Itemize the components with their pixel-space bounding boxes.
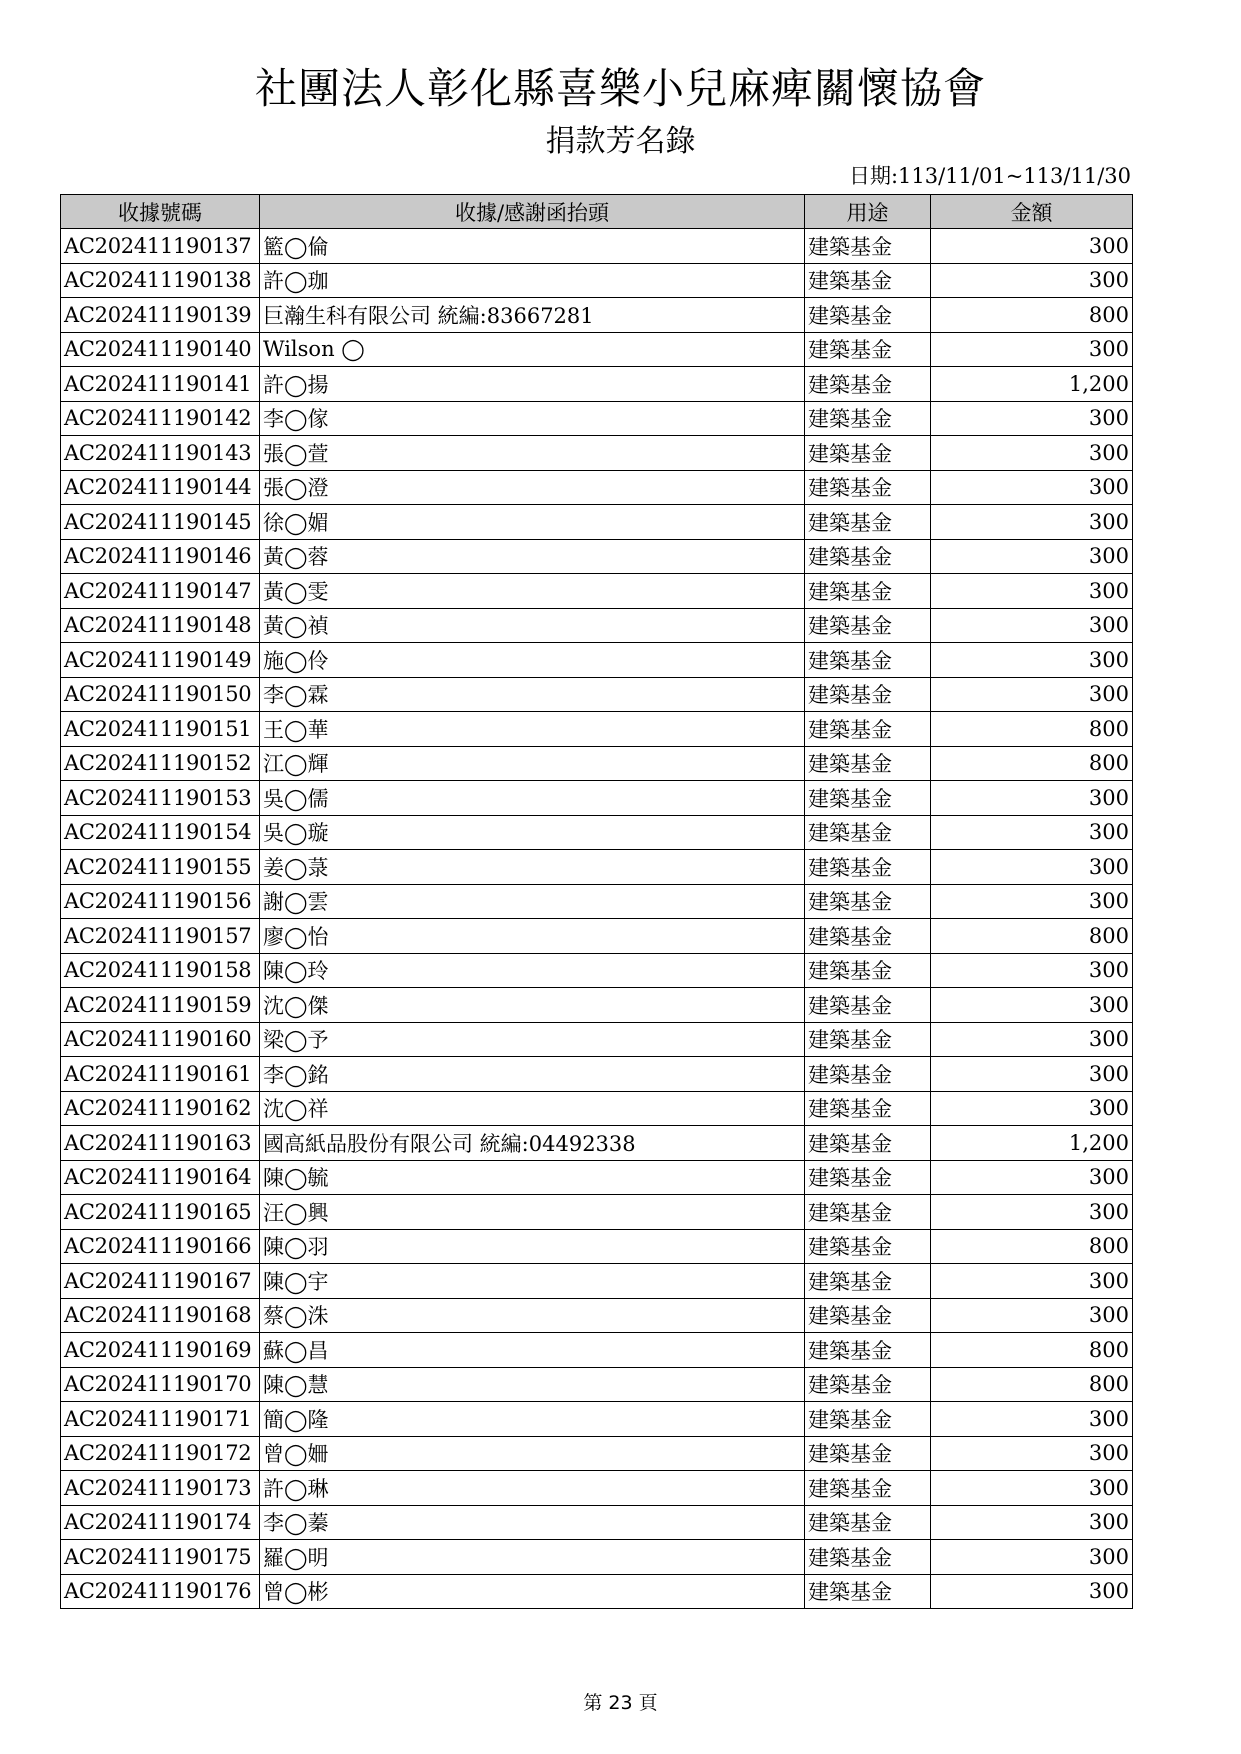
donor-name-cell: 蔡◯洙 <box>260 1298 805 1333</box>
table-row <box>61 263 1133 298</box>
purpose-cell: 建築基金 <box>805 1505 931 1540</box>
donor-name-cell: 徐◯媚 <box>260 505 805 540</box>
amount-cell: 300 <box>931 1574 1133 1609</box>
purpose-cell: 建築基金 <box>805 919 931 954</box>
table-row <box>61 712 1133 747</box>
receipt-number-cell: AC202411190159 <box>61 988 260 1023</box>
table-row <box>61 1471 1133 1506</box>
donor-name-cell: 許◯珈 <box>260 263 805 298</box>
amount-cell: 800 <box>931 919 1133 954</box>
amount-cell: 300 <box>931 470 1133 505</box>
amount-cell: 800 <box>931 746 1133 781</box>
purpose-cell: 建築基金 <box>805 332 931 367</box>
donor-table-body <box>61 229 1133 1609</box>
table-row <box>61 1195 1133 1230</box>
amount-cell: 300 <box>931 884 1133 919</box>
table-row <box>61 850 1133 885</box>
receipt-number-cell: AC202411190152 <box>61 746 260 781</box>
donor-name-cell: 李◯霖 <box>260 677 805 712</box>
receipt-number-cell: AC202411190153 <box>61 781 260 816</box>
receipt-number-cell: AC202411190157 <box>61 919 260 954</box>
donor-name-cell: 黃◯雯 <box>260 574 805 609</box>
purpose-cell: 建築基金 <box>805 298 931 333</box>
receipt-number-cell: AC202411190150 <box>61 677 260 712</box>
donor-name-cell: 許◯揚 <box>260 367 805 402</box>
receipt-number-cell: AC202411190170 <box>61 1367 260 1402</box>
amount-cell: 300 <box>931 643 1133 678</box>
donor-name-cell: 巨瀚生科有限公司 統編:83667281 <box>260 298 805 333</box>
purpose-cell: 建築基金 <box>805 712 931 747</box>
purpose-cell: 建築基金 <box>805 1057 931 1092</box>
amount-cell: 300 <box>931 505 1133 540</box>
table-row <box>61 1402 1133 1437</box>
table-row <box>61 1333 1133 1368</box>
amount-cell: 300 <box>931 1160 1133 1195</box>
amount-cell: 300 <box>931 1091 1133 1126</box>
receipt-number-cell: AC202411190143 <box>61 436 260 471</box>
amount-cell: 300 <box>931 1264 1133 1299</box>
purpose-cell: 建築基金 <box>805 884 931 919</box>
table-row <box>61 1298 1133 1333</box>
receipt-number-cell: AC202411190154 <box>61 815 260 850</box>
table-row <box>61 574 1133 609</box>
table-row <box>61 1126 1133 1161</box>
receipt-number-cell: AC202411190163 <box>61 1126 260 1161</box>
table-row <box>61 1505 1133 1540</box>
amount-cell: 300 <box>931 1436 1133 1471</box>
purpose-cell: 建築基金 <box>805 815 931 850</box>
page-number: 第 23 頁 <box>583 1692 658 1714</box>
receipt-number-cell: AC202411190174 <box>61 1505 260 1540</box>
purpose-cell: 建築基金 <box>805 505 931 540</box>
donor-name-cell: 吳◯儒 <box>260 781 805 816</box>
purpose-cell: 建築基金 <box>805 1264 931 1299</box>
receipt-number-cell: AC202411190162 <box>61 1091 260 1126</box>
table-row <box>61 608 1133 643</box>
amount-cell: 300 <box>931 953 1133 988</box>
amount-cell: 300 <box>931 1402 1133 1437</box>
document-title: 社團法人彰化縣喜樂小兒麻痺關懷協會 <box>254 64 986 113</box>
donor-name-cell: 張◯澄 <box>260 470 805 505</box>
amount-cell: 300 <box>931 850 1133 885</box>
purpose-cell: 建築基金 <box>805 367 931 402</box>
donor-name-cell: 國高紙品股份有限公司 統編:04492338 <box>260 1126 805 1161</box>
purpose-cell: 建築基金 <box>805 470 931 505</box>
purpose-cell: 建築基金 <box>805 1333 931 1368</box>
amount-cell: 800 <box>931 298 1133 333</box>
donor-name-cell: 陳◯玲 <box>260 953 805 988</box>
purpose-cell: 建築基金 <box>805 1298 931 1333</box>
table-row <box>61 539 1133 574</box>
amount-cell: 300 <box>931 1298 1133 1333</box>
donor-name-cell: 陳◯慧 <box>260 1367 805 1402</box>
receipt-number-cell: AC202411190164 <box>61 1160 260 1195</box>
purpose-cell: 建築基金 <box>805 1471 931 1506</box>
purpose-cell: 建築基金 <box>805 436 931 471</box>
table-row <box>61 815 1133 850</box>
receipt-number-cell: AC202411190144 <box>61 470 260 505</box>
table-row <box>61 677 1133 712</box>
receipt-number-cell: AC202411190137 <box>61 229 260 264</box>
amount-cell: 800 <box>931 1229 1133 1264</box>
donor-name-cell: 曾◯彬 <box>260 1574 805 1609</box>
table-row <box>61 919 1133 954</box>
donor-name-cell: 李◯傢 <box>260 401 805 436</box>
donor-name-cell: 沈◯祥 <box>260 1091 805 1126</box>
amount-cell: 300 <box>931 1057 1133 1092</box>
amount-cell: 300 <box>931 1540 1133 1575</box>
receipt-number-cell: AC202411190140 <box>61 332 260 367</box>
purpose-cell: 建築基金 <box>805 401 931 436</box>
purpose-cell: 建築基金 <box>805 1367 931 1402</box>
table-row <box>61 1057 1133 1092</box>
purpose-cell: 建築基金 <box>805 746 931 781</box>
donor-name-cell: 黃◯禎 <box>260 608 805 643</box>
table-row <box>61 1091 1133 1126</box>
purpose-cell: 建築基金 <box>805 1091 931 1126</box>
donor-name-cell: 廖◯怡 <box>260 919 805 954</box>
purpose-cell: 建築基金 <box>805 850 931 885</box>
receipt-number-cell: AC202411190165 <box>61 1195 260 1230</box>
receipt-number-cell: AC202411190155 <box>61 850 260 885</box>
donor-name-cell: 王◯華 <box>260 712 805 747</box>
receipt-number-cell: AC202411190176 <box>61 1574 260 1609</box>
donor-name-cell: 許◯琳 <box>260 1471 805 1506</box>
purpose-cell: 建築基金 <box>805 1402 931 1437</box>
amount-cell: 300 <box>931 436 1133 471</box>
amount-cell: 300 <box>931 401 1133 436</box>
purpose-cell: 建築基金 <box>805 263 931 298</box>
donor-name-cell: 吳◯璇 <box>260 815 805 850</box>
receipt-number-cell: AC202411190161 <box>61 1057 260 1092</box>
amount-cell: 300 <box>931 574 1133 609</box>
donor-name-cell: 沈◯傑 <box>260 988 805 1023</box>
receipt-number-cell: AC202411190147 <box>61 574 260 609</box>
receipt-number-cell: AC202411190160 <box>61 1022 260 1057</box>
amount-cell: 300 <box>931 1505 1133 1540</box>
donor-name-cell: 汪◯興 <box>260 1195 805 1230</box>
table-header-row <box>61 195 1133 229</box>
receipt-number-cell: AC202411190138 <box>61 263 260 298</box>
table-row <box>61 746 1133 781</box>
donor-name-cell: 江◯輝 <box>260 746 805 781</box>
purpose-cell: 建築基金 <box>805 1436 931 1471</box>
receipt-number-cell: AC202411190168 <box>61 1298 260 1333</box>
table-row <box>61 470 1133 505</box>
amount-cell: 300 <box>931 781 1133 816</box>
receipt-number-cell: AC202411190166 <box>61 1229 260 1264</box>
column-header-purpose: 用途 <box>805 195 931 229</box>
table-row <box>61 1229 1133 1264</box>
purpose-cell: 建築基金 <box>805 677 931 712</box>
purpose-cell: 建築基金 <box>805 1160 931 1195</box>
purpose-cell: 建築基金 <box>805 229 931 264</box>
donor-name-cell: 蘇◯昌 <box>260 1333 805 1368</box>
receipt-number-cell: AC202411190175 <box>61 1540 260 1575</box>
amount-cell: 800 <box>931 1333 1133 1368</box>
receipt-number-cell: AC202411190167 <box>61 1264 260 1299</box>
purpose-cell: 建築基金 <box>805 1574 931 1609</box>
amount-cell: 300 <box>931 677 1133 712</box>
donor-name-cell: 羅◯明 <box>260 1540 805 1575</box>
receipt-number-cell: AC202411190139 <box>61 298 260 333</box>
purpose-cell: 建築基金 <box>805 1195 931 1230</box>
purpose-cell: 建築基金 <box>805 608 931 643</box>
purpose-cell: 建築基金 <box>805 781 931 816</box>
receipt-number-cell: AC202411190173 <box>61 1471 260 1506</box>
amount-cell: 300 <box>931 263 1133 298</box>
table-row <box>61 1160 1133 1195</box>
donor-name-cell: 曾◯姍 <box>260 1436 805 1471</box>
purpose-cell: 建築基金 <box>805 1126 931 1161</box>
receipt-number-cell: AC202411190172 <box>61 1436 260 1471</box>
receipt-number-cell: AC202411190169 <box>61 1333 260 1368</box>
donor-name-cell: 施◯伶 <box>260 643 805 678</box>
amount-cell: 1,200 <box>931 1126 1133 1161</box>
amount-cell: 800 <box>931 1367 1133 1402</box>
table-row <box>61 436 1133 471</box>
amount-cell: 1,200 <box>931 367 1133 402</box>
purpose-cell: 建築基金 <box>805 1229 931 1264</box>
table-row <box>61 401 1133 436</box>
table-row <box>61 953 1133 988</box>
amount-cell: 300 <box>931 608 1133 643</box>
purpose-cell: 建築基金 <box>805 1022 931 1057</box>
amount-cell: 800 <box>931 712 1133 747</box>
table-row <box>61 505 1133 540</box>
amount-cell: 300 <box>931 1471 1133 1506</box>
receipt-number-cell: AC202411190141 <box>61 367 260 402</box>
table-row <box>61 1022 1133 1057</box>
purpose-cell: 建築基金 <box>805 1540 931 1575</box>
table-row <box>61 781 1133 816</box>
table-row <box>61 1367 1133 1402</box>
receipt-number-cell: AC202411190158 <box>61 953 260 988</box>
donor-table <box>60 194 1133 1609</box>
column-header-amount: 金額 <box>931 195 1133 229</box>
amount-cell: 300 <box>931 1195 1133 1230</box>
donor-name-cell: 謝◯雲 <box>260 884 805 919</box>
table-row <box>61 332 1133 367</box>
amount-cell: 300 <box>931 229 1133 264</box>
donor-name-cell: 張◯萱 <box>260 436 805 471</box>
table-row <box>61 229 1133 264</box>
date-range: 日期:113/11/01~113/11/30 <box>848 164 1131 188</box>
purpose-cell: 建築基金 <box>805 953 931 988</box>
table-row <box>61 1436 1133 1471</box>
table-row <box>61 1264 1133 1299</box>
donor-name-cell: 簡◯隆 <box>260 1402 805 1437</box>
amount-cell: 300 <box>931 539 1133 574</box>
table-row <box>61 367 1133 402</box>
purpose-cell: 建築基金 <box>805 988 931 1023</box>
donor-name-cell: 陳◯毓 <box>260 1160 805 1195</box>
donor-name-cell: 陳◯羽 <box>260 1229 805 1264</box>
donor-name-cell: 李◯蓁 <box>260 1505 805 1540</box>
table-row <box>61 298 1133 333</box>
purpose-cell: 建築基金 <box>805 574 931 609</box>
purpose-cell: 建築基金 <box>805 539 931 574</box>
receipt-number-cell: AC202411190146 <box>61 539 260 574</box>
donor-name-cell: 梁◯予 <box>260 1022 805 1057</box>
donor-name-cell: 姜◯菉 <box>260 850 805 885</box>
donor-name-cell: 李◯銘 <box>260 1057 805 1092</box>
table-row <box>61 643 1133 678</box>
receipt-number-cell: AC202411190148 <box>61 608 260 643</box>
amount-cell: 300 <box>931 988 1133 1023</box>
table-row <box>61 1574 1133 1609</box>
donor-name-cell: 籃◯倫 <box>260 229 805 264</box>
donor-name-cell: 黃◯蓉 <box>260 539 805 574</box>
receipt-number-cell: AC202411190151 <box>61 712 260 747</box>
receipt-number-cell: AC202411190171 <box>61 1402 260 1437</box>
table-row <box>61 884 1133 919</box>
amount-cell: 300 <box>931 332 1133 367</box>
receipt-number-cell: AC202411190145 <box>61 505 260 540</box>
table-row <box>61 1540 1133 1575</box>
purpose-cell: 建築基金 <box>805 643 931 678</box>
column-header-name: 收據/感謝函抬頭 <box>260 195 805 229</box>
document-subtitle: 捐款芳名錄 <box>545 124 696 159</box>
column-header-receipt: 收據號碼 <box>61 195 260 229</box>
receipt-number-cell: AC202411190149 <box>61 643 260 678</box>
donor-name-cell: 陳◯宇 <box>260 1264 805 1299</box>
amount-cell: 300 <box>931 1022 1133 1057</box>
receipt-number-cell: AC202411190142 <box>61 401 260 436</box>
donor-name-cell: Wilson ◯ <box>260 332 805 367</box>
receipt-number-cell: AC202411190156 <box>61 884 260 919</box>
table-row <box>61 988 1133 1023</box>
amount-cell: 300 <box>931 815 1133 850</box>
